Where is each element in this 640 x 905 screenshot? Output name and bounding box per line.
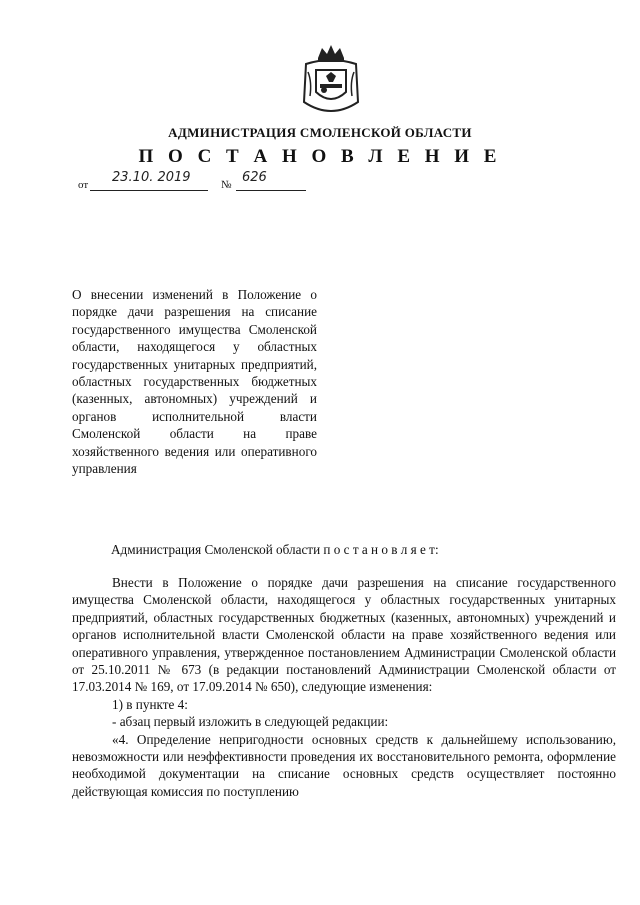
organization-name: АДМИНИСТРАЦИЯ СМОЛЕНСКОЙ ОБЛАСТИ <box>168 125 472 140</box>
paragraph-4: «4. Определение непригодности основных средств к дальнейшему использованию, невозможности или неэффективности проведения их восстановительного ремонта, оформление необходимой документации на списание основных средств осуществляет постоянно действующая комиссия по поступлению <box>72 731 616 799</box>
document-type: П О С Т А Н О В Л Е Н И Е <box>138 146 502 167</box>
decree-line: Администрация Смоленской области п о с т а н о в л я е т: <box>111 542 439 557</box>
number-prefix: № <box>221 179 232 191</box>
paragraph-1: Внести в Положение о порядке дачи разрешения на списание государственного имущества Смоленской области, находящегося у областных государственных унитарных предприятий, областных государственных бюджетных (казенных, автономных) учреждений и органов исполнительной власти Смоленской области на праве хозяйственного ведения или оперативного управления, утвержденное постановлением Администрации Смоленской области от 25.10.2011 № 673 (в редакции постановлений Администрации Смоленской области от 17.03.2014 № 169, от 17.09.2014 № 650), следующие изменения: <box>72 575 616 695</box>
paragraph-3: - абзац первый изложить в следующей редакции: <box>112 714 389 730</box>
coat-of-arms-emblem <box>300 42 362 120</box>
date-prefix: от <box>78 179 89 191</box>
paragraph-2: 1) в пункте 4: <box>112 696 188 712</box>
number-underline <box>236 190 306 191</box>
number-value: 626 <box>242 170 267 185</box>
document-title: О внесении изменений в Положение о порядке дачи разрешения на списание государственного имущества Смоленской области, находящегося у областных государственных унитарных предприятий, областных государственных бюджетных (казенных, автономных) учреждений и органов исполнительной власти Смоленской области на праве хозяйственного ведения или оперативного управления <box>72 287 317 477</box>
document-body <box>72 574 616 800</box>
date-underline <box>90 190 208 191</box>
date-value: 23.10. 2019 <box>112 170 191 185</box>
